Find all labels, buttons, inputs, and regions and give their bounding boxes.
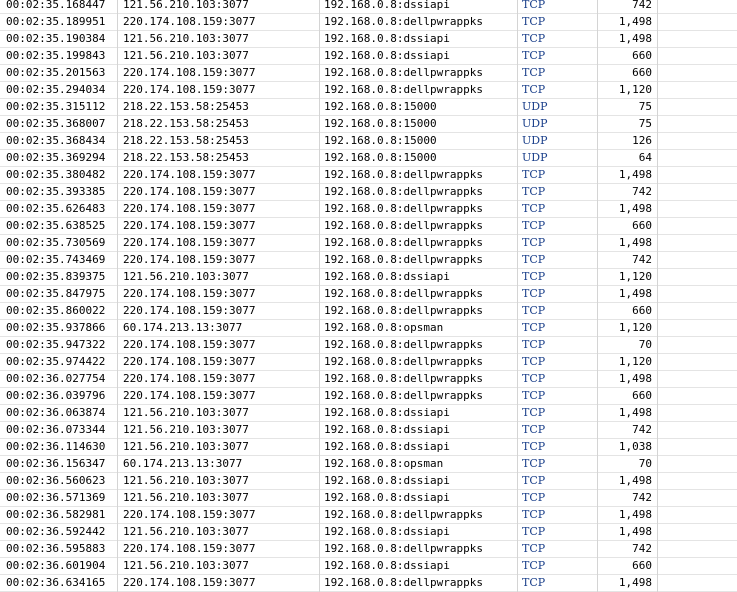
packet-info [658, 473, 737, 490]
packet-time: 00:02:36.027754 [0, 371, 118, 388]
packet-length: 742 [598, 252, 658, 269]
packet-length: 1,498 [598, 235, 658, 252]
packet-protocol: TCP [518, 201, 598, 218]
packet-destination: 192.168.0.8:dellpwrappks [320, 65, 518, 82]
packet-time: 00:02:35.974422 [0, 354, 118, 371]
packet-source: 121.56.210.103:3077 [118, 524, 320, 541]
packet-destination: 192.168.0.8:dssiapi [320, 405, 518, 422]
packet-info [658, 422, 737, 439]
packet-source: 220.174.108.159:3077 [118, 303, 320, 320]
packet-protocol: TCP [518, 405, 598, 422]
packet-destination: 192.168.0.8:dellpwrappks [320, 252, 518, 269]
packet-protocol: TCP [518, 439, 598, 456]
packet-length: 660 [598, 65, 658, 82]
packet-time: 00:02:36.114630 [0, 439, 118, 456]
packet-protocol: TCP [518, 82, 598, 99]
packet-source: 218.22.153.58:25453 [118, 150, 320, 167]
packet-info [658, 371, 737, 388]
packet-info [658, 235, 737, 252]
packet-protocol: TCP [518, 303, 598, 320]
packet-info [658, 575, 737, 592]
packet-destination: 192.168.0.8:dellpwrappks [320, 541, 518, 558]
packet-row[interactable] [0, 286, 737, 303]
packet-protocol: TCP [518, 575, 598, 592]
packet-length: 1,498 [598, 371, 658, 388]
packet-source: 220.174.108.159:3077 [118, 184, 320, 201]
packet-row[interactable] [0, 48, 737, 65]
packet-destination: 192.168.0.8:opsman [320, 456, 518, 473]
packet-destination: 192.168.0.8:dellpwrappks [320, 575, 518, 592]
packet-protocol: TCP [518, 490, 598, 507]
packet-destination: 192.168.0.8:opsman [320, 320, 518, 337]
packet-time: 00:02:36.595883 [0, 541, 118, 558]
packet-row[interactable] [0, 575, 737, 592]
packet-info [658, 82, 737, 99]
packet-destination: 192.168.0.8:dellpwrappks [320, 507, 518, 524]
packet-info [658, 269, 737, 286]
packet-info [658, 14, 737, 31]
packet-destination: 192.168.0.8:dssiapi [320, 473, 518, 490]
packet-info [658, 218, 737, 235]
packet-row[interactable] [0, 354, 737, 371]
packet-protocol: TCP [518, 337, 598, 354]
packet-row[interactable] [0, 150, 737, 167]
packet-source: 220.174.108.159:3077 [118, 14, 320, 31]
packet-length: 1,498 [598, 201, 658, 218]
packet-time: 00:02:35.743469 [0, 252, 118, 269]
packet-row[interactable] [0, 337, 737, 354]
packet-time: 00:02:35.315112 [0, 99, 118, 116]
packet-info [658, 337, 737, 354]
packet-length: 1,498 [598, 286, 658, 303]
packet-row[interactable] [0, 167, 737, 184]
packet-destination: 192.168.0.8:dellpwrappks [320, 371, 518, 388]
packet-row[interactable] [0, 99, 737, 116]
packet-time: 00:02:35.730569 [0, 235, 118, 252]
packet-destination: 192.168.0.8:dellpwrappks [320, 303, 518, 320]
packet-protocol: TCP [518, 269, 598, 286]
packet-source: 121.56.210.103:3077 [118, 558, 320, 575]
packet-row[interactable] [0, 524, 737, 541]
packet-info [658, 0, 737, 14]
packet-protocol: TCP [518, 218, 598, 235]
packet-row[interactable] [0, 558, 737, 575]
packet-info [658, 167, 737, 184]
packet-protocol: TCP [518, 388, 598, 405]
packet-protocol: TCP [518, 48, 598, 65]
packet-source: 220.174.108.159:3077 [118, 82, 320, 99]
packet-source: 220.174.108.159:3077 [118, 252, 320, 269]
packet-time: 00:02:35.393385 [0, 184, 118, 201]
packet-source: 121.56.210.103:3077 [118, 31, 320, 48]
packet-row[interactable] [0, 82, 737, 99]
packet-destination: 192.168.0.8:dellpwrappks [320, 388, 518, 405]
packet-time: 00:02:35.847975 [0, 286, 118, 303]
packet-length: 742 [598, 184, 658, 201]
packet-info [658, 99, 737, 116]
packet-info [658, 31, 737, 48]
packet-destination: 192.168.0.8:dellpwrappks [320, 184, 518, 201]
packet-protocol: TCP [518, 456, 598, 473]
packet-source: 60.174.213.13:3077 [118, 320, 320, 337]
packet-destination: 192.168.0.8:dssiapi [320, 422, 518, 439]
packet-length: 742 [598, 541, 658, 558]
packet-source: 220.174.108.159:3077 [118, 65, 320, 82]
packet-row[interactable] [0, 218, 737, 235]
packet-protocol: TCP [518, 558, 598, 575]
packet-source: 220.174.108.159:3077 [118, 388, 320, 405]
packet-length: 1,498 [598, 524, 658, 541]
packet-row[interactable] [0, 31, 737, 48]
packet-time: 00:02:35.201563 [0, 65, 118, 82]
packet-row[interactable] [0, 116, 737, 133]
packet-row[interactable] [0, 133, 737, 150]
packet-row[interactable] [0, 235, 737, 252]
packet-protocol: TCP [518, 235, 598, 252]
packet-row[interactable] [0, 184, 737, 201]
packet-time: 00:02:36.039796 [0, 388, 118, 405]
packet-info [658, 286, 737, 303]
packet-source: 220.174.108.159:3077 [118, 235, 320, 252]
packet-time: 00:02:36.592442 [0, 524, 118, 541]
packet-row[interactable] [0, 541, 737, 558]
packet-row[interactable] [0, 269, 737, 286]
packet-info [658, 388, 737, 405]
packet-time: 00:02:35.368007 [0, 116, 118, 133]
packet-time: 00:02:35.860022 [0, 303, 118, 320]
packet-protocol: TCP [518, 473, 598, 490]
packet-source: 220.174.108.159:3077 [118, 575, 320, 592]
packet-length: 64 [598, 150, 658, 167]
packet-protocol: TCP [518, 167, 598, 184]
packet-info [658, 507, 737, 524]
packet-time: 00:02:35.626483 [0, 201, 118, 218]
packet-row[interactable] [0, 201, 737, 218]
packet-destination: 192.168.0.8:dellpwrappks [320, 218, 518, 235]
packet-row[interactable] [0, 252, 737, 269]
packet-protocol: UDP [518, 99, 598, 116]
packet-info [658, 150, 737, 167]
packet-destination: 192.168.0.8:dellpwrappks [320, 286, 518, 303]
packet-protocol: TCP [518, 524, 598, 541]
packet-length: 1,498 [598, 507, 658, 524]
packet-source: 60.174.213.13:3077 [118, 456, 320, 473]
packet-row[interactable] [0, 439, 737, 456]
packet-time: 00:02:36.582981 [0, 507, 118, 524]
packet-protocol: TCP [518, 31, 598, 48]
packet-destination: 192.168.0.8:dssiapi [320, 558, 518, 575]
packet-source: 220.174.108.159:3077 [118, 201, 320, 218]
packet-destination: 192.168.0.8:dellpwrappks [320, 235, 518, 252]
packet-row[interactable] [0, 14, 737, 31]
packet-length: 1,498 [598, 473, 658, 490]
packet-row[interactable] [0, 473, 737, 490]
packet-source: 218.22.153.58:25453 [118, 99, 320, 116]
packet-source: 220.174.108.159:3077 [118, 354, 320, 371]
packet-source: 220.174.108.159:3077 [118, 218, 320, 235]
packet-length: 660 [598, 303, 658, 320]
packet-length: 75 [598, 99, 658, 116]
packet-info [658, 48, 737, 65]
packet-source: 121.56.210.103:3077 [118, 422, 320, 439]
packet-time: 00:02:35.190384 [0, 31, 118, 48]
packet-destination: 192.168.0.8:dssiapi [320, 439, 518, 456]
packet-destination: 192.168.0.8:15000 [320, 116, 518, 133]
packet-destination: 192.168.0.8:dssiapi [320, 269, 518, 286]
packet-info [658, 558, 737, 575]
packet-destination: 192.168.0.8:dellpwrappks [320, 354, 518, 371]
packet-source: 220.174.108.159:3077 [118, 371, 320, 388]
packet-time: 00:02:35.839375 [0, 269, 118, 286]
packet-protocol: TCP [518, 354, 598, 371]
packet-protocol: TCP [518, 541, 598, 558]
packet-time: 00:02:36.571369 [0, 490, 118, 507]
packet-info [658, 184, 737, 201]
packet-row[interactable] [0, 507, 737, 524]
packet-length: 70 [598, 456, 658, 473]
packet-source: 121.56.210.103:3077 [118, 439, 320, 456]
packet-protocol: TCP [518, 0, 598, 14]
packet-source: 121.56.210.103:3077 [118, 473, 320, 490]
packet-time: 00:02:35.369294 [0, 150, 118, 167]
packet-length: 70 [598, 337, 658, 354]
packet-destination: 192.168.0.8:dssiapi [320, 31, 518, 48]
packet-info [658, 320, 737, 337]
packet-source: 220.174.108.159:3077 [118, 337, 320, 354]
packet-protocol: TCP [518, 65, 598, 82]
packet-length: 1,498 [598, 405, 658, 422]
packet-length: 1,498 [598, 167, 658, 184]
packet-length: 1,120 [598, 320, 658, 337]
packet-time: 00:02:35.947322 [0, 337, 118, 354]
packet-destination: 192.168.0.8:dellpwrappks [320, 337, 518, 354]
packet-info [658, 354, 737, 371]
packet-protocol: TCP [518, 507, 598, 524]
packet-length: 660 [598, 218, 658, 235]
packet-destination: 192.168.0.8:15000 [320, 133, 518, 150]
packet-source: 220.174.108.159:3077 [118, 167, 320, 184]
packet-info [658, 65, 737, 82]
packet-source: 121.56.210.103:3077 [118, 405, 320, 422]
packet-destination: 192.168.0.8:dellpwrappks [320, 167, 518, 184]
packet-time: 00:02:36.063874 [0, 405, 118, 422]
packet-protocol: TCP [518, 371, 598, 388]
packet-length: 1,120 [598, 354, 658, 371]
packet-destination: 192.168.0.8:dssiapi [320, 48, 518, 65]
packet-destination: 192.168.0.8:dellpwrappks [320, 82, 518, 99]
packet-length: 1,120 [598, 269, 658, 286]
packet-time: 00:02:35.368434 [0, 133, 118, 150]
packet-row[interactable] [0, 65, 737, 82]
packet-info [658, 303, 737, 320]
packet-info [658, 456, 737, 473]
packet-length: 660 [598, 48, 658, 65]
packet-info [658, 252, 737, 269]
packet-source: 121.56.210.103:3077 [118, 269, 320, 286]
packet-row[interactable] [0, 456, 737, 473]
packet-time: 00:02:35.168447 [0, 0, 118, 14]
packet-protocol: UDP [518, 150, 598, 167]
packet-protocol: TCP [518, 422, 598, 439]
packet-destination: 192.168.0.8:dellpwrappks [320, 14, 518, 31]
packet-destination: 192.168.0.8:15000 [320, 99, 518, 116]
packet-source: 220.174.108.159:3077 [118, 507, 320, 524]
packet-row[interactable] [0, 371, 737, 388]
packet-length: 126 [598, 133, 658, 150]
packet-destination: 192.168.0.8:dssiapi [320, 524, 518, 541]
packet-length: 660 [598, 558, 658, 575]
packet-time: 00:02:35.638525 [0, 218, 118, 235]
packet-info [658, 201, 737, 218]
packet-time: 00:02:36.073344 [0, 422, 118, 439]
packet-time: 00:02:35.937866 [0, 320, 118, 337]
packet-length: 1,498 [598, 14, 658, 31]
packet-protocol: TCP [518, 252, 598, 269]
packet-row[interactable] [0, 0, 737, 14]
packet-length: 1,498 [598, 575, 658, 592]
packet-time: 00:02:35.294034 [0, 82, 118, 99]
packet-row[interactable] [0, 490, 737, 507]
packet-info [658, 405, 737, 422]
packet-info [658, 524, 737, 541]
packet-source: 218.22.153.58:25453 [118, 116, 320, 133]
packet-time: 00:02:35.380482 [0, 167, 118, 184]
packet-info [658, 541, 737, 558]
packet-row[interactable] [0, 422, 737, 439]
packet-length: 742 [598, 0, 658, 14]
packet-source: 220.174.108.159:3077 [118, 286, 320, 303]
packet-time: 00:02:36.156347 [0, 456, 118, 473]
packet-protocol: UDP [518, 116, 598, 133]
packet-source: 218.22.153.58:25453 [118, 133, 320, 150]
packet-length: 1,498 [598, 31, 658, 48]
packet-protocol: UDP [518, 133, 598, 150]
packet-row[interactable] [0, 388, 737, 405]
packet-destination: 192.168.0.8:dssiapi [320, 490, 518, 507]
packet-source: 121.56.210.103:3077 [118, 490, 320, 507]
packet-info [658, 490, 737, 507]
packet-length: 742 [598, 422, 658, 439]
packet-info [658, 116, 737, 133]
packet-source: 121.56.210.103:3077 [118, 48, 320, 65]
packet-length: 75 [598, 116, 658, 133]
packet-time: 00:02:36.560623 [0, 473, 118, 490]
packet-time: 00:02:35.199843 [0, 48, 118, 65]
packet-source: 121.56.210.103:3077 [118, 0, 320, 14]
packet-length: 1,120 [598, 82, 658, 99]
packet-protocol: TCP [518, 286, 598, 303]
packet-info [658, 133, 737, 150]
packet-row[interactable] [0, 320, 737, 337]
packet-info [658, 439, 737, 456]
packet-protocol: TCP [518, 14, 598, 31]
packet-length: 1,038 [598, 439, 658, 456]
packet-time: 00:02:36.601904 [0, 558, 118, 575]
packet-protocol: TCP [518, 184, 598, 201]
packet-time: 00:02:36.634165 [0, 575, 118, 592]
packet-length: 742 [598, 490, 658, 507]
packet-row[interactable] [0, 405, 737, 422]
packet-row[interactable] [0, 303, 737, 320]
packet-source: 220.174.108.159:3077 [118, 541, 320, 558]
packet-length: 660 [598, 388, 658, 405]
packet-destination: 192.168.0.8:15000 [320, 150, 518, 167]
packet-destination: 192.168.0.8:dssiapi [320, 0, 518, 14]
packet-protocol: TCP [518, 320, 598, 337]
packet-destination: 192.168.0.8:dellpwrappks [320, 201, 518, 218]
packet-time: 00:02:35.189951 [0, 14, 118, 31]
